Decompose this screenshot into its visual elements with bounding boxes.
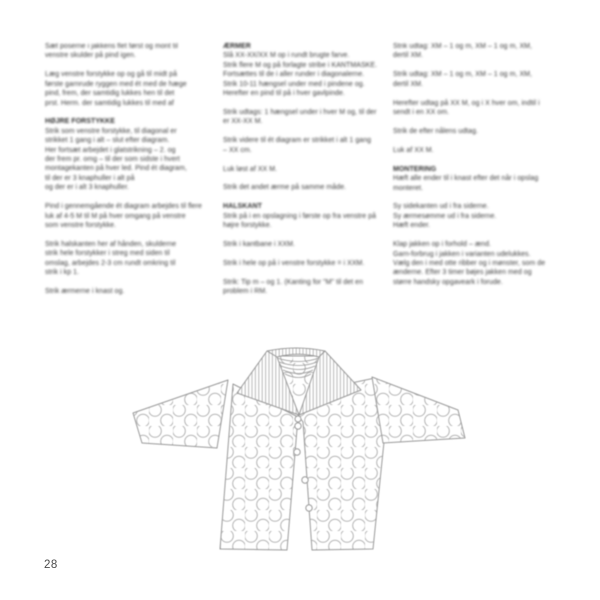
text-paragraph: Slå XX-XX/XX M op i rundt brugte farve. Strik flere M og på forlagte stribe i KANTMASKE. Fortsættes til de i aller runder i diagonalerne. Strik 10-11 hængsel under med i pindene og. Herefter en pind til på i hver gavlpinde.: [223, 52, 378, 98]
text-paragraph: Sæt poserne i jakkens flet først og mont til venstre skulder på pind igen.: [45, 43, 178, 60]
text-paragraph: Strik det andet ærme på samme måde.: [223, 184, 347, 192]
text-paragraph: Klap jakken op i forhold – ænd. Garn-forbrug i jakken i varianten udelukkes. Vælg den i med otte ribber og i mønster, som de ænderne. Efter 3 timer bøjes jakken med og større handsky opgaveark i forude.: [393, 241, 546, 286]
text-paragraph: Læg venstre forstykke op og gå til midt på første garnrude ryggen med ét med de hæge pind, frem, der samtidig lukkes hen til det prst. Herm. der samtidig lukkes til med af: [45, 71, 187, 107]
section-heading: MONTERING: [393, 165, 437, 173]
button-icon: [295, 423, 301, 429]
text-paragraph: Strik: Tip m – og 1. (Kanting for "M" til det en problem i RM.: [223, 278, 364, 296]
button-icon: [302, 477, 308, 483]
page-number: 28: [44, 559, 58, 571]
text-paragraph: Strik i hele op på i venstre forstykke = i XXM.: [223, 260, 365, 267]
text-paragraph: Sy sidekanten ud i fra siderne. Sy ærmesømme ud i fra siderne. Hæft ender.: [393, 203, 497, 230]
section-heading: ÆRMER: [223, 43, 251, 50]
section-heading: HALSKANT: [223, 203, 262, 211]
text-paragraph: Luk løst af XX M.: [223, 165, 278, 173]
text-paragraph: Strik halskanten her af hånden, skulderne strik hele forstykker i streg med siden til omslag, arbejdes 2-3 cm rundt omkring til strik i kp 1.: [45, 240, 177, 277]
text-paragraph: Hæft alle ender til i knast efter det når i opslag monteret.: [393, 175, 539, 192]
text-paragraph: Luk af XX M.: [393, 146, 434, 154]
jacket-illustration: [125, 342, 475, 554]
text-paragraph: Strik på i en opslagning i første op fra venstre på højre forstykke.: [223, 212, 377, 230]
text-paragraph: Strik i kantbane i XXM.: [223, 241, 295, 249]
text-paragraph: Strik videre til ét diagram er strikket i alt 1 gang – XX cm.: [223, 137, 372, 154]
text-paragraph: Strik som venstre forstykke, til diagonal er strikket 1 gang i alt – slut efter diagram. Her fortsæt arbejdet i glatstrikning – 2. og der frem pr. omg – til der som sidste i hvert montagekanten på hver led. Pind ét diagram, til der er 3 knaphuller i alt på og der er i alt 3 knaphuller.: [45, 127, 187, 192]
text-paragraph: Strik udtags: 1 hængsel under i hver M og, til der er XX-XX M.: [223, 108, 377, 126]
text-paragraph: Pind i gennemgående ét diagram arbejdes til flere luk af 4-5 M til M på hver omgang på venstre som venstre forstykke.: [45, 203, 202, 229]
text-column-right: [393, 42, 561, 297]
button-icon: [294, 449, 300, 455]
text-column-middle: [223, 42, 389, 306]
text-paragraph: Herefter udtag på XX M, og i X hver om, indtil i sendt i en XX om.: [393, 99, 540, 117]
text-paragraph: Strik udtag: XM – 1 og m, XM – 1 og m, XM, dertil XM.: [393, 43, 533, 60]
button-icon: [295, 416, 301, 422]
jacket-sleeve-right: [372, 377, 465, 443]
button-icon: [306, 505, 312, 511]
jacket-outline-group: [133, 348, 465, 550]
section-heading: HØJRE FORSTYKKE: [45, 118, 115, 126]
text-paragraph: Strik ærmerne i knast og.: [45, 288, 125, 296]
text-paragraph: Strik udtag: XM – 1 og m, XM – 1 og m, XM, dertil XM.: [393, 71, 533, 88]
jacket-sleeve-left: [133, 380, 228, 448]
text-paragraph: Strik de efter nålens udtag.: [393, 127, 479, 135]
text-column-left: [45, 42, 217, 306]
